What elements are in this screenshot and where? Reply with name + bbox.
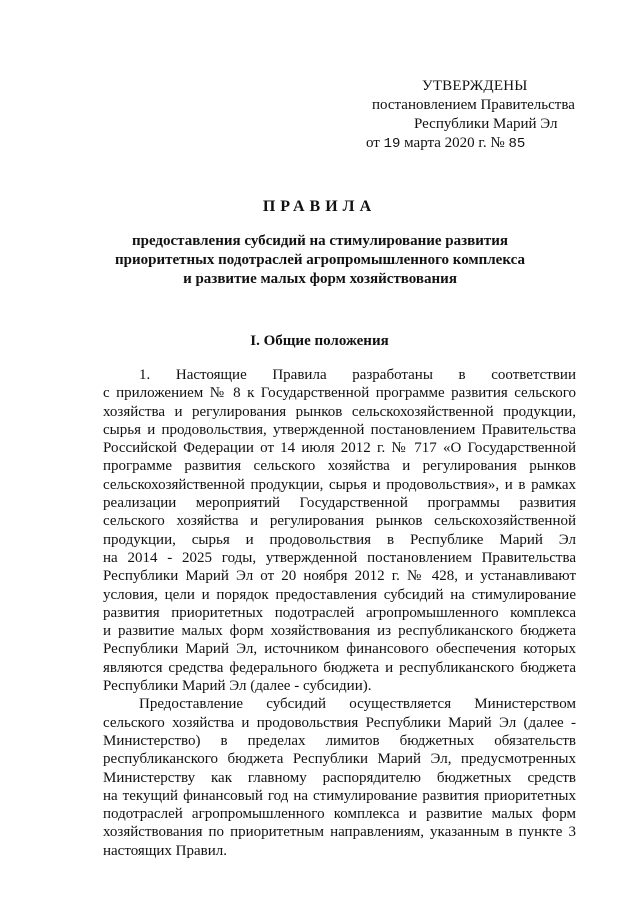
paragraph-line: хозяйствования по приоритетным направлениям, указанным в пункте 3 [103,824,576,841]
approval-date-day: 19 [383,136,401,152]
subtitle-line-2: приоритетных подотраслей агропромышленного комплекса [115,252,525,268]
document-subtitle [80,232,560,289]
approval-date-rest: марта 2020 г. № [404,135,505,151]
section-heading: I. Общие положения [250,333,389,349]
paragraph-line: Министерству как главному распорядителю бюджетных средств [103,769,576,786]
approval-date-line [360,134,620,154]
paragraph-2 [103,695,576,860]
paragraph-line: Российской Федерации от 14 июля 2012 г. № 717 «О Государственной [103,440,576,457]
document-title: ПРАВИЛА [262,198,377,215]
paragraph-line: 1. Настоящие Правила разработаны в соответствии [139,367,576,383]
paragraph-line: условия, цели и порядок предоставления субсидий на стимулирование [103,586,576,603]
paragraph-line: республиканского бюджета Республики Марий Эл, предусмотренных [103,751,576,768]
approval-date-number: 85 [508,136,526,152]
paragraph-line: на 2014 - 2025 годы, утвержденной постановлением Правительства [103,549,576,566]
paragraph-line: настоящих Правил. [103,842,227,859]
paragraph-1 [103,366,576,695]
paragraph-line: Республики Марий Эл, источником финансового обеспечения которых [103,641,576,658]
approval-block [360,77,620,154]
paragraph-line: Республики Марий Эл от 20 ноября 2012 г. № 428, и устанавливают [103,568,576,585]
paragraph-line: сельского хозяйства и продовольствия Республики Марий Эл (далее - [103,714,576,731]
approval-line-republic: Республики Марий Эл [414,116,558,132]
paragraph-line: с приложением № 8 к Государственной программе развития сельского [103,385,576,402]
subtitle-line-1: предоставления субсидий на стимулирование развития [131,233,509,249]
paragraph-line: Министерство) в пределах лимитов бюджетных обязательств [103,732,576,749]
paragraph-line: сырья и продовольствия, утвержденной постановлением Правительства [103,421,576,438]
paragraph-line: Республики Марий Эл (далее - субсидии). [103,678,372,695]
paragraph-line: являются средства федерального бюджета и республиканского бюджета [103,659,576,676]
paragraph-line: продукции, сырья и продовольствия в Республике Марий Эл [103,531,576,548]
paragraph-line: подотраслей агропромышленного комплекса и развитие малых форм [103,806,576,823]
paragraph-line: программе развития сельского хозяйства и регулирования рынков [103,458,576,475]
paragraph-line: сельского хозяйства и регулирования рынков сельскохозяйственной [103,513,576,530]
paragraph-line: на текущий финансовый год на стимулирование развития приоритетных [103,787,576,804]
body-text [103,366,576,860]
approval-date-prefix: от [366,135,380,151]
paragraph-line: хозяйства и регулирования рынков сельскохозяйственной продукции, [103,403,576,420]
paragraph-line: развития приоритетных подотраслей агропромышленного комплекса [103,604,576,621]
paragraph-line: и развитие малых форм хозяйствования из республиканского бюджета [103,623,576,640]
approval-heading: УТВЕРЖДЕНЫ [422,78,528,94]
subtitle-line-3: и развитие малых форм хозяйствования [183,271,457,287]
paragraph-line: реализации мероприятий Государственной программы развития [103,495,576,512]
paragraph-line: сельскохозяйственной продукции, сырья и продовольствия», и в рамках [103,476,576,493]
paragraph-line: Предоставление субсидий осуществляется Министерством [139,696,576,713]
approval-line-decree: постановлением Правительства [372,97,575,113]
